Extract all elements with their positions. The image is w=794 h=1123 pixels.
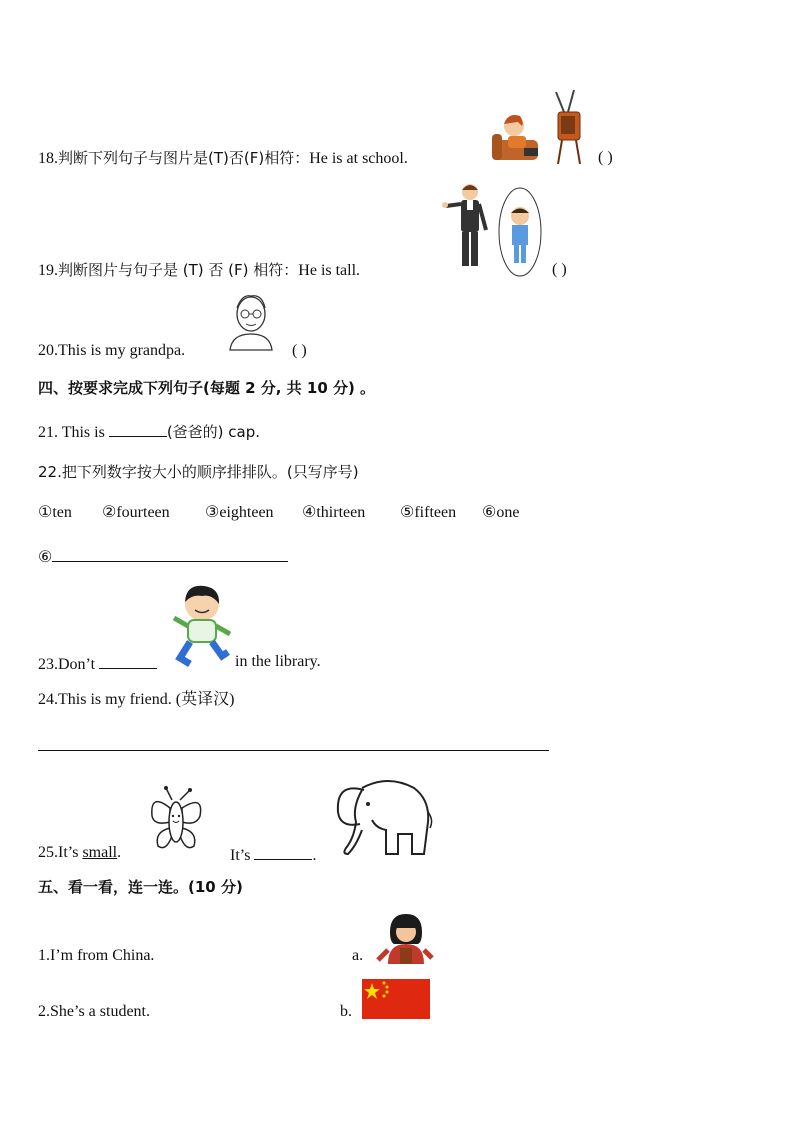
q19-english: He is tall. <box>298 262 361 279</box>
q23-text-a: 23.Don’t <box>38 656 96 673</box>
grandpa-icon <box>222 290 280 354</box>
q21-text-b: (爸爸的) cap. <box>166 423 261 441</box>
q22-option-5: ⑤fifteen <box>400 504 457 521</box>
match-left-1[interactable]: 1.I’m from China. <box>38 947 155 964</box>
q22-option-1: ①ten <box>38 504 72 521</box>
q25-blank[interactable] <box>254 843 312 860</box>
girl-icon <box>376 912 434 964</box>
question-25-start <box>38 843 121 863</box>
q21-blank[interactable] <box>109 420 167 437</box>
q20-answer-paren[interactable]: ( ) <box>292 342 307 359</box>
china-flag-icon <box>362 979 430 1019</box>
q25-text-b: It’s <box>230 847 251 864</box>
q22-answer-line <box>38 545 288 568</box>
q23-blank[interactable] <box>99 652 157 669</box>
q22-option-6: ⑥one <box>482 504 520 521</box>
q19-number: 19. <box>38 262 58 279</box>
q25-small-word: small <box>82 844 118 861</box>
question-24: 24.This is my friend. (英译汉) <box>38 691 235 708</box>
match-left-2[interactable]: 2.She’s a student. <box>38 1003 150 1020</box>
q18-text: 判断下列句子与图片是(T)否(F)相符： <box>58 149 310 167</box>
question-21 <box>38 420 260 443</box>
match-letter-b[interactable]: b. <box>340 1003 352 1020</box>
q24-answer-line[interactable] <box>38 750 549 751</box>
question-22: 22.把下列数字按大小的顺序排排队。(只写序号) <box>38 463 359 481</box>
question-18 <box>38 148 408 169</box>
elephant-icon <box>332 768 434 860</box>
question-20: 20.This is my grandpa. <box>38 342 186 359</box>
q19-text: 判断图片与句子是 (T) 否 (F) 相符： <box>58 261 299 279</box>
q18-answer-paren[interactable]: ( ) <box>598 149 613 166</box>
q22-option-3: ③eighteen <box>205 504 274 521</box>
q22-blank[interactable] <box>52 545 288 562</box>
butterfly-icon <box>146 786 206 858</box>
part4-title: 四、按要求完成下列句子(每题 2 分, 共 10 分) 。 <box>38 379 376 397</box>
running-boy-icon <box>168 582 234 670</box>
q19-answer-paren[interactable]: ( ) <box>552 261 567 278</box>
match-letter-a[interactable]: a. <box>352 947 364 964</box>
q25-dot2: . <box>312 847 317 864</box>
part5-title: 五、看一看，连一连。(10 分) <box>38 878 243 896</box>
q22-answer-prefix: ⑥ <box>38 549 53 566</box>
tall-man-short-boy-icon <box>440 180 546 280</box>
q18-number: 18. <box>38 150 58 167</box>
question-23-start <box>38 652 157 675</box>
q25-text-a: 25.It’s <box>38 844 83 861</box>
question-19 <box>38 260 360 281</box>
q22-option-4: ④thirteen <box>302 504 366 521</box>
q22-option-2: ②fourteen <box>102 504 170 521</box>
q25-dot: . <box>117 844 122 861</box>
q18-english: He is at school. <box>309 150 408 167</box>
q23-text-b: in the library. <box>235 653 321 670</box>
question-25-second <box>230 843 316 866</box>
boy-watching-tv-icon <box>490 88 590 168</box>
q21-text-a: 21. This is <box>38 424 105 441</box>
